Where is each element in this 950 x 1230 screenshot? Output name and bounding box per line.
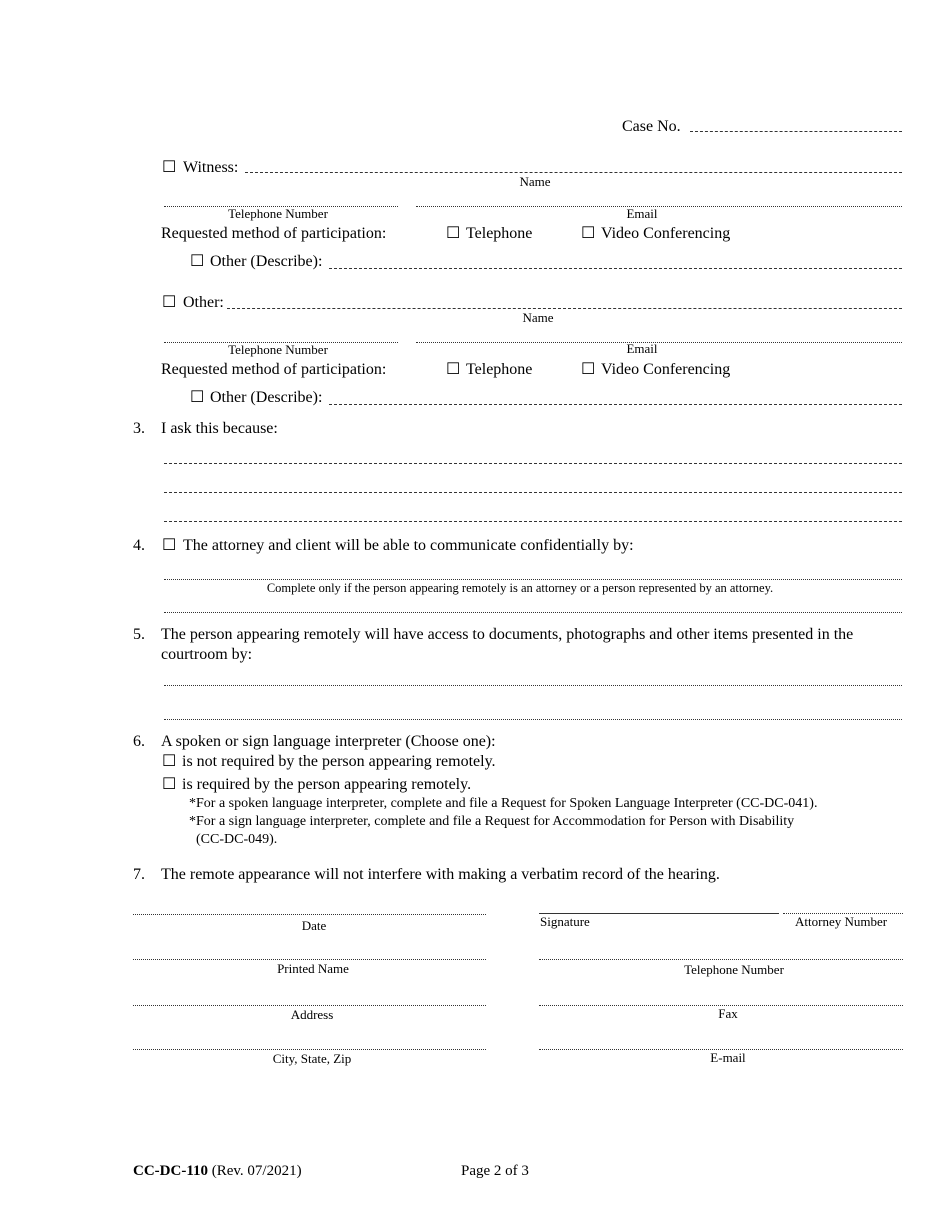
confidential-method-field[interactable] xyxy=(164,579,902,580)
confidential-method-field-2[interactable] xyxy=(164,612,902,613)
section-3-text: I ask this because: xyxy=(161,420,278,437)
document-access-line-2[interactable] xyxy=(164,719,902,720)
witness-method-label: Requested method of participation: xyxy=(161,225,387,242)
section-5-line-1: The person appearing remotely will have access to documents, photographs and other items presented in the xyxy=(161,626,854,643)
witness-name-caption: Name xyxy=(519,174,551,189)
telephone-number-caption: Telephone Number xyxy=(684,962,784,977)
reason-line-3[interactable] xyxy=(164,521,902,522)
case-no-field[interactable] xyxy=(690,131,902,132)
section-4-note: Complete only if the person appearing remotely is an attorney or a person represented by an attorney. xyxy=(266,581,774,595)
form-revision: (Rev. 07/2021) xyxy=(211,1163,302,1179)
other-email-caption: Email xyxy=(626,341,658,356)
section-6-number: 6. xyxy=(133,733,145,750)
interpreter-required-checkbox[interactable]: ☐ xyxy=(162,776,177,793)
section-7-text: The remote appearance will not interfere with making a verbatim record of the hearing. xyxy=(161,866,720,883)
witness-video-checkbox[interactable]: ☐ xyxy=(581,225,596,242)
document-access-line-1[interactable] xyxy=(164,685,902,686)
city-state-zip-caption: City, State, Zip xyxy=(272,1051,352,1066)
printed-name-caption: Printed Name xyxy=(277,961,349,976)
other-name-field[interactable] xyxy=(227,308,902,309)
email-caption: E-mail xyxy=(710,1050,746,1065)
witness-other-option: Other (Describe): xyxy=(210,253,323,270)
other-other-checkbox[interactable]: ☐ xyxy=(190,389,205,406)
interpreter-not-required-checkbox[interactable]: ☐ xyxy=(162,753,177,770)
witness-telephone-option: Telephone xyxy=(466,225,533,242)
witness-other-checkbox[interactable]: ☐ xyxy=(190,253,205,270)
other-label: Other: xyxy=(183,294,224,311)
other-video-option: Video Conferencing xyxy=(601,361,731,378)
form-id: CC-DC-110 xyxy=(133,1163,208,1179)
witness-checkbox[interactable]: ☐ xyxy=(162,159,177,176)
section-3-number: 3. xyxy=(133,420,145,437)
other-other-option: Other (Describe): xyxy=(210,389,323,406)
date-field[interactable] xyxy=(133,914,486,915)
interpreter-note-2-form: (CC-DC-049). xyxy=(196,832,278,847)
witness-email-caption: Email xyxy=(626,206,658,221)
reason-line-2[interactable] xyxy=(164,492,902,493)
witness-telephone-caption: Telephone Number xyxy=(228,206,328,221)
page-number: Page 2 of 3 xyxy=(461,1163,529,1179)
other-method-label: Requested method of participation: xyxy=(161,361,387,378)
section-5-number: 5. xyxy=(133,626,145,643)
witness-video-option: Video Conferencing xyxy=(601,225,731,242)
section-6-text: A spoken or sign language interpreter (Choose one): xyxy=(161,733,496,750)
section-4-text: The attorney and client will be able to communicate confidentially by: xyxy=(183,537,634,554)
attorney-number-caption: Attorney Number xyxy=(795,914,888,929)
witness-label: Witness: xyxy=(183,159,239,176)
other-other-describe-field[interactable] xyxy=(329,404,902,405)
form-footer xyxy=(133,1163,302,1180)
other-checkbox[interactable]: ☐ xyxy=(162,294,177,311)
fax-caption: Fax xyxy=(718,1006,738,1021)
printed-name-field[interactable] xyxy=(133,959,486,960)
city-state-zip-field[interactable] xyxy=(133,1049,486,1050)
other-telephone-caption: Telephone Number xyxy=(228,342,328,357)
witness-other-describe-field[interactable] xyxy=(329,268,902,269)
section-4-number: 4. xyxy=(133,537,145,554)
reason-line-1[interactable] xyxy=(164,463,902,464)
case-no-label: Case No. xyxy=(622,118,681,135)
other-name-caption: Name xyxy=(522,310,554,325)
witness-name-field[interactable] xyxy=(245,172,902,173)
section-7-number: 7. xyxy=(133,866,145,883)
other-video-checkbox[interactable]: ☐ xyxy=(581,361,596,378)
address-caption: Address xyxy=(290,1007,334,1022)
other-telephone-option: Telephone xyxy=(466,361,533,378)
signature-caption: Signature xyxy=(540,914,590,929)
interpreter-note-2: *For a sign language interpreter, complete and file a Request for Accommodation for Person with Disability xyxy=(189,814,795,829)
section-4-checkbox[interactable]: ☐ xyxy=(162,537,177,554)
interpreter-note-1: *For a spoken language interpreter, complete and file a Request for Spoken Language Interpreter (CC-DC-041). xyxy=(189,796,818,811)
interpreter-required-option: is required by the person appearing remotely. xyxy=(182,776,472,793)
section-5-line-2: courtroom by: xyxy=(161,646,253,663)
witness-telephone-checkbox[interactable]: ☐ xyxy=(446,225,461,242)
date-caption: Date xyxy=(301,918,327,933)
address-field[interactable] xyxy=(133,1005,486,1006)
telephone-number-field[interactable] xyxy=(539,959,903,960)
interpreter-not-required-option: is not required by the person appearing remotely. xyxy=(182,753,496,770)
other-telephone-checkbox[interactable]: ☐ xyxy=(446,361,461,378)
